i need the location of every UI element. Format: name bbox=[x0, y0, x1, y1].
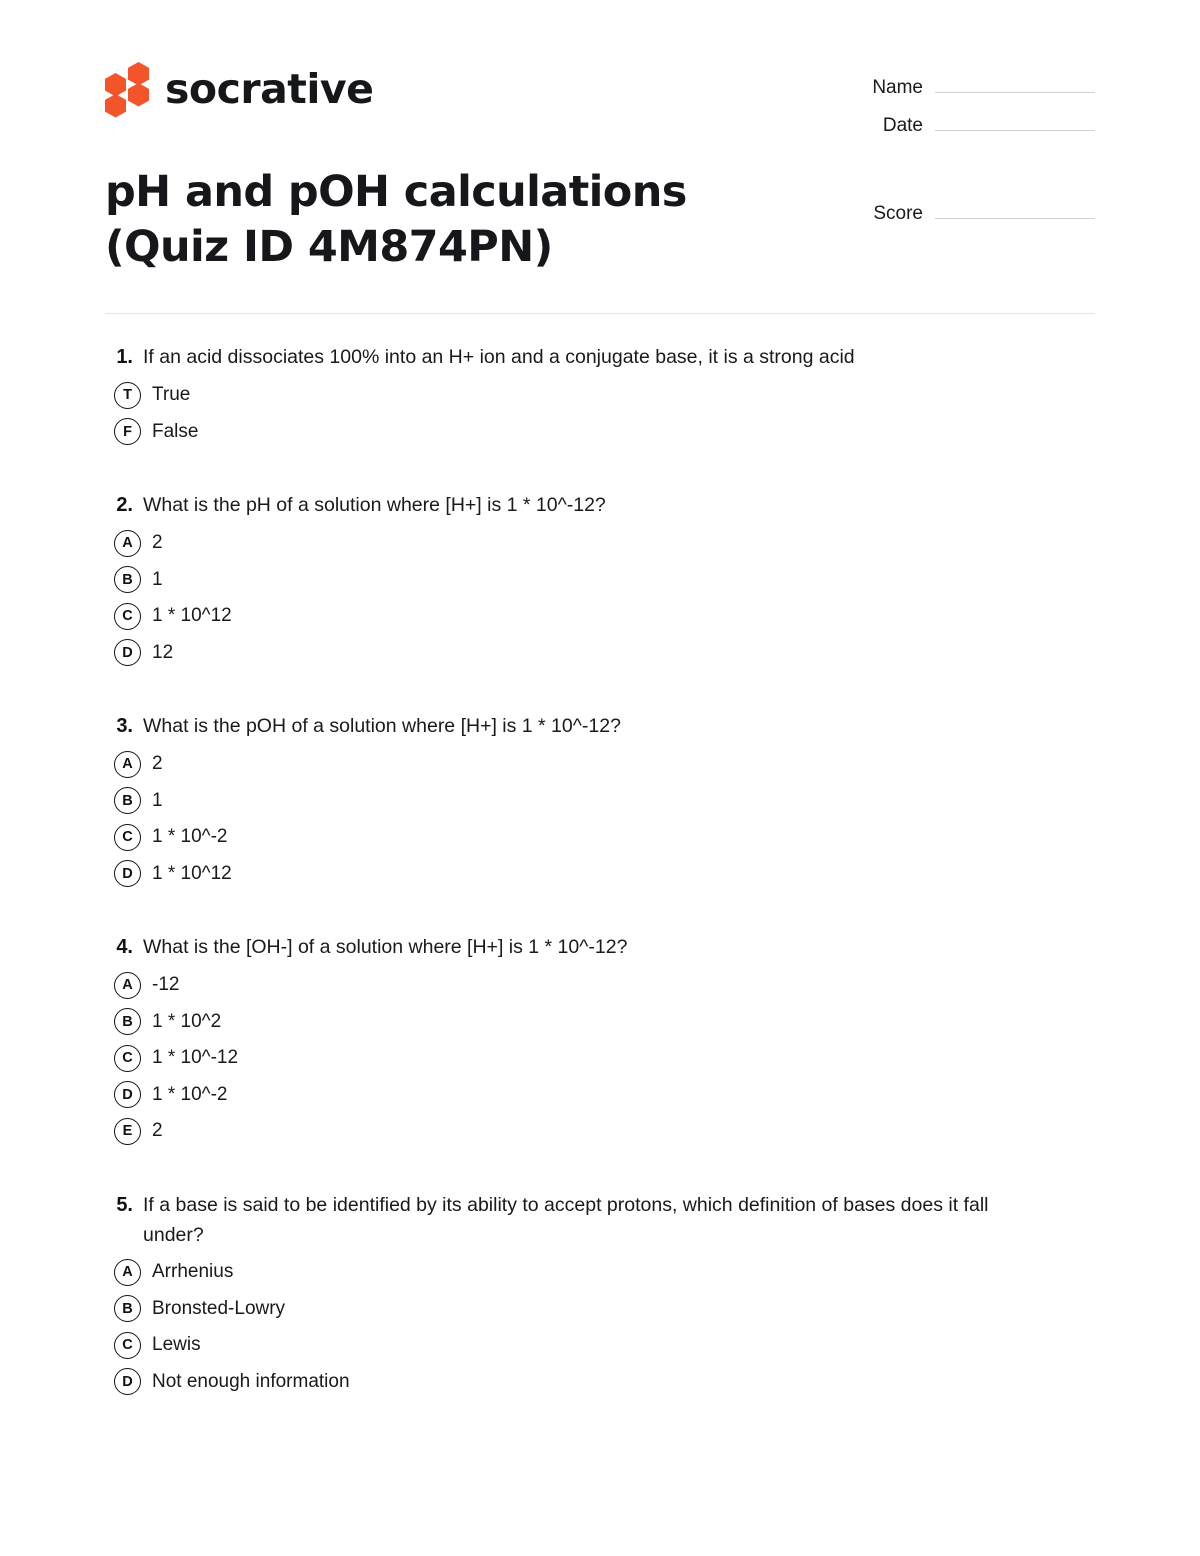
option-bubble-d[interactable]: D bbox=[114, 860, 141, 887]
option-label: 2 bbox=[152, 532, 163, 554]
question-item bbox=[105, 490, 1095, 667]
question-item bbox=[105, 1190, 1095, 1396]
option-label: 1 bbox=[152, 789, 163, 811]
option-label: Arrhenius bbox=[152, 1261, 234, 1282]
options-list bbox=[105, 1258, 1095, 1396]
question-header bbox=[105, 932, 1095, 963]
option-bubble-b[interactable]: B bbox=[114, 566, 141, 593]
date-field-label: Date bbox=[882, 115, 923, 136]
hexagon-icon bbox=[105, 94, 126, 118]
option-bubble-t[interactable]: T bbox=[114, 382, 141, 409]
option-row[interactable] bbox=[105, 1008, 1095, 1037]
option-row[interactable] bbox=[105, 860, 1095, 889]
socrative-hexagon-logo-icon bbox=[105, 63, 151, 115]
score-field-input[interactable] bbox=[935, 199, 1095, 219]
option-bubble-d[interactable]: D bbox=[114, 1081, 141, 1108]
score-field-label: Score bbox=[873, 203, 923, 224]
name-field-row bbox=[850, 73, 1095, 99]
option-row[interactable] bbox=[105, 750, 1095, 779]
name-field-label: Name bbox=[872, 77, 923, 98]
option-bubble-b[interactable]: B bbox=[114, 787, 141, 814]
option-bubble-e[interactable]: E bbox=[114, 1118, 141, 1145]
option-bubble-a[interactable]: A bbox=[114, 530, 141, 557]
question-item bbox=[105, 342, 1095, 446]
student-info-fields bbox=[850, 55, 1095, 237]
question-number: 2. bbox=[116, 494, 133, 517]
option-label: 2 bbox=[152, 753, 163, 775]
options-list bbox=[105, 529, 1095, 667]
brand-wordmark: socrative bbox=[165, 64, 374, 113]
date-field-input[interactable] bbox=[935, 111, 1095, 131]
questions-list bbox=[0, 342, 1200, 1396]
option-bubble-a[interactable]: A bbox=[114, 972, 141, 999]
header-divider bbox=[105, 313, 1095, 314]
option-label: 2 bbox=[152, 1120, 163, 1142]
option-label: Lewis bbox=[152, 1334, 201, 1355]
question-number: 5. bbox=[116, 1193, 133, 1216]
question-text: What is the pH of a solution where [H+] is 1 * 10^-12? bbox=[143, 494, 606, 517]
question-number: 1. bbox=[116, 346, 133, 369]
option-row[interactable] bbox=[105, 418, 1095, 447]
question-item bbox=[105, 932, 1095, 1146]
option-label: 1 * 10^2 bbox=[152, 1010, 222, 1032]
option-row[interactable] bbox=[105, 787, 1095, 816]
option-row[interactable] bbox=[105, 602, 1095, 631]
option-bubble-d[interactable]: D bbox=[114, 639, 141, 666]
option-bubble-d[interactable]: D bbox=[114, 1368, 141, 1395]
option-bubble-b[interactable]: B bbox=[114, 1008, 141, 1035]
date-field-row bbox=[850, 111, 1095, 137]
option-label: Bronsted-Lowry bbox=[152, 1297, 286, 1319]
hexagon-icon bbox=[128, 83, 149, 107]
option-row[interactable] bbox=[105, 529, 1095, 558]
page-title: pH and pOH calculations (Quiz ID 4M874PN) bbox=[105, 167, 687, 273]
brand-logo bbox=[105, 55, 373, 115]
question-number: 3. bbox=[116, 715, 133, 738]
hexagon-icon bbox=[128, 62, 149, 86]
name-field-input[interactable] bbox=[935, 73, 1095, 93]
option-row[interactable] bbox=[105, 381, 1095, 410]
option-label: Not enough information bbox=[152, 1370, 350, 1392]
option-label: True bbox=[152, 384, 191, 406]
option-bubble-c[interactable]: C bbox=[114, 1045, 141, 1072]
option-label: 1 * 10^12 bbox=[152, 862, 232, 884]
option-bubble-a[interactable]: A bbox=[114, 751, 141, 778]
option-row[interactable] bbox=[105, 1044, 1095, 1073]
option-row[interactable] bbox=[105, 1081, 1095, 1110]
option-row[interactable] bbox=[105, 639, 1095, 668]
question-number: 4. bbox=[116, 936, 133, 959]
question-item bbox=[105, 711, 1095, 888]
option-label: False bbox=[152, 420, 199, 442]
option-bubble-f[interactable]: F bbox=[114, 418, 141, 445]
option-row[interactable] bbox=[105, 971, 1095, 1000]
options-list bbox=[105, 971, 1095, 1146]
option-bubble-b[interactable]: B bbox=[114, 1295, 141, 1322]
hexagon-icon bbox=[105, 73, 126, 97]
option-row[interactable] bbox=[105, 1117, 1095, 1146]
option-bubble-c[interactable]: C bbox=[114, 1332, 141, 1359]
option-bubble-a[interactable]: A bbox=[114, 1259, 141, 1286]
question-header bbox=[105, 711, 1095, 742]
options-list bbox=[105, 381, 1095, 446]
option-label: -12 bbox=[152, 974, 180, 996]
option-row[interactable] bbox=[105, 1368, 1095, 1397]
options-list bbox=[105, 750, 1095, 888]
option-label: 1 * 10^-2 bbox=[152, 826, 228, 848]
question-text: If an acid dissociates 100% into an H+ ion and a conjugate base, it is a strong acid bbox=[143, 346, 855, 369]
question-text: What is the [OH-] of a solution where [H+] is 1 * 10^-12? bbox=[143, 936, 628, 959]
question-header bbox=[105, 342, 1095, 373]
option-row[interactable] bbox=[105, 1295, 1095, 1324]
question-header bbox=[105, 490, 1095, 521]
option-label: 1 * 10^-2 bbox=[152, 1083, 228, 1105]
option-row[interactable] bbox=[105, 566, 1095, 595]
question-text: If a base is said to be identified by its ability to accept protons, which definition of bases does it fall under? bbox=[143, 1193, 989, 1246]
option-row[interactable] bbox=[105, 823, 1095, 852]
option-label: 1 * 10^-12 bbox=[152, 1047, 239, 1069]
question-text: What is the pOH of a solution where [H+] is 1 * 10^-12? bbox=[143, 715, 621, 738]
option-row[interactable] bbox=[105, 1258, 1095, 1287]
option-label: 12 bbox=[152, 641, 174, 663]
option-bubble-c[interactable]: C bbox=[114, 824, 141, 851]
option-row[interactable] bbox=[105, 1331, 1095, 1360]
score-field-row bbox=[850, 199, 1095, 225]
option-label: 1 * 10^12 bbox=[152, 605, 232, 627]
question-header bbox=[105, 1190, 1095, 1250]
option-label: 1 bbox=[152, 568, 163, 590]
option-bubble-c[interactable]: C bbox=[114, 603, 141, 630]
